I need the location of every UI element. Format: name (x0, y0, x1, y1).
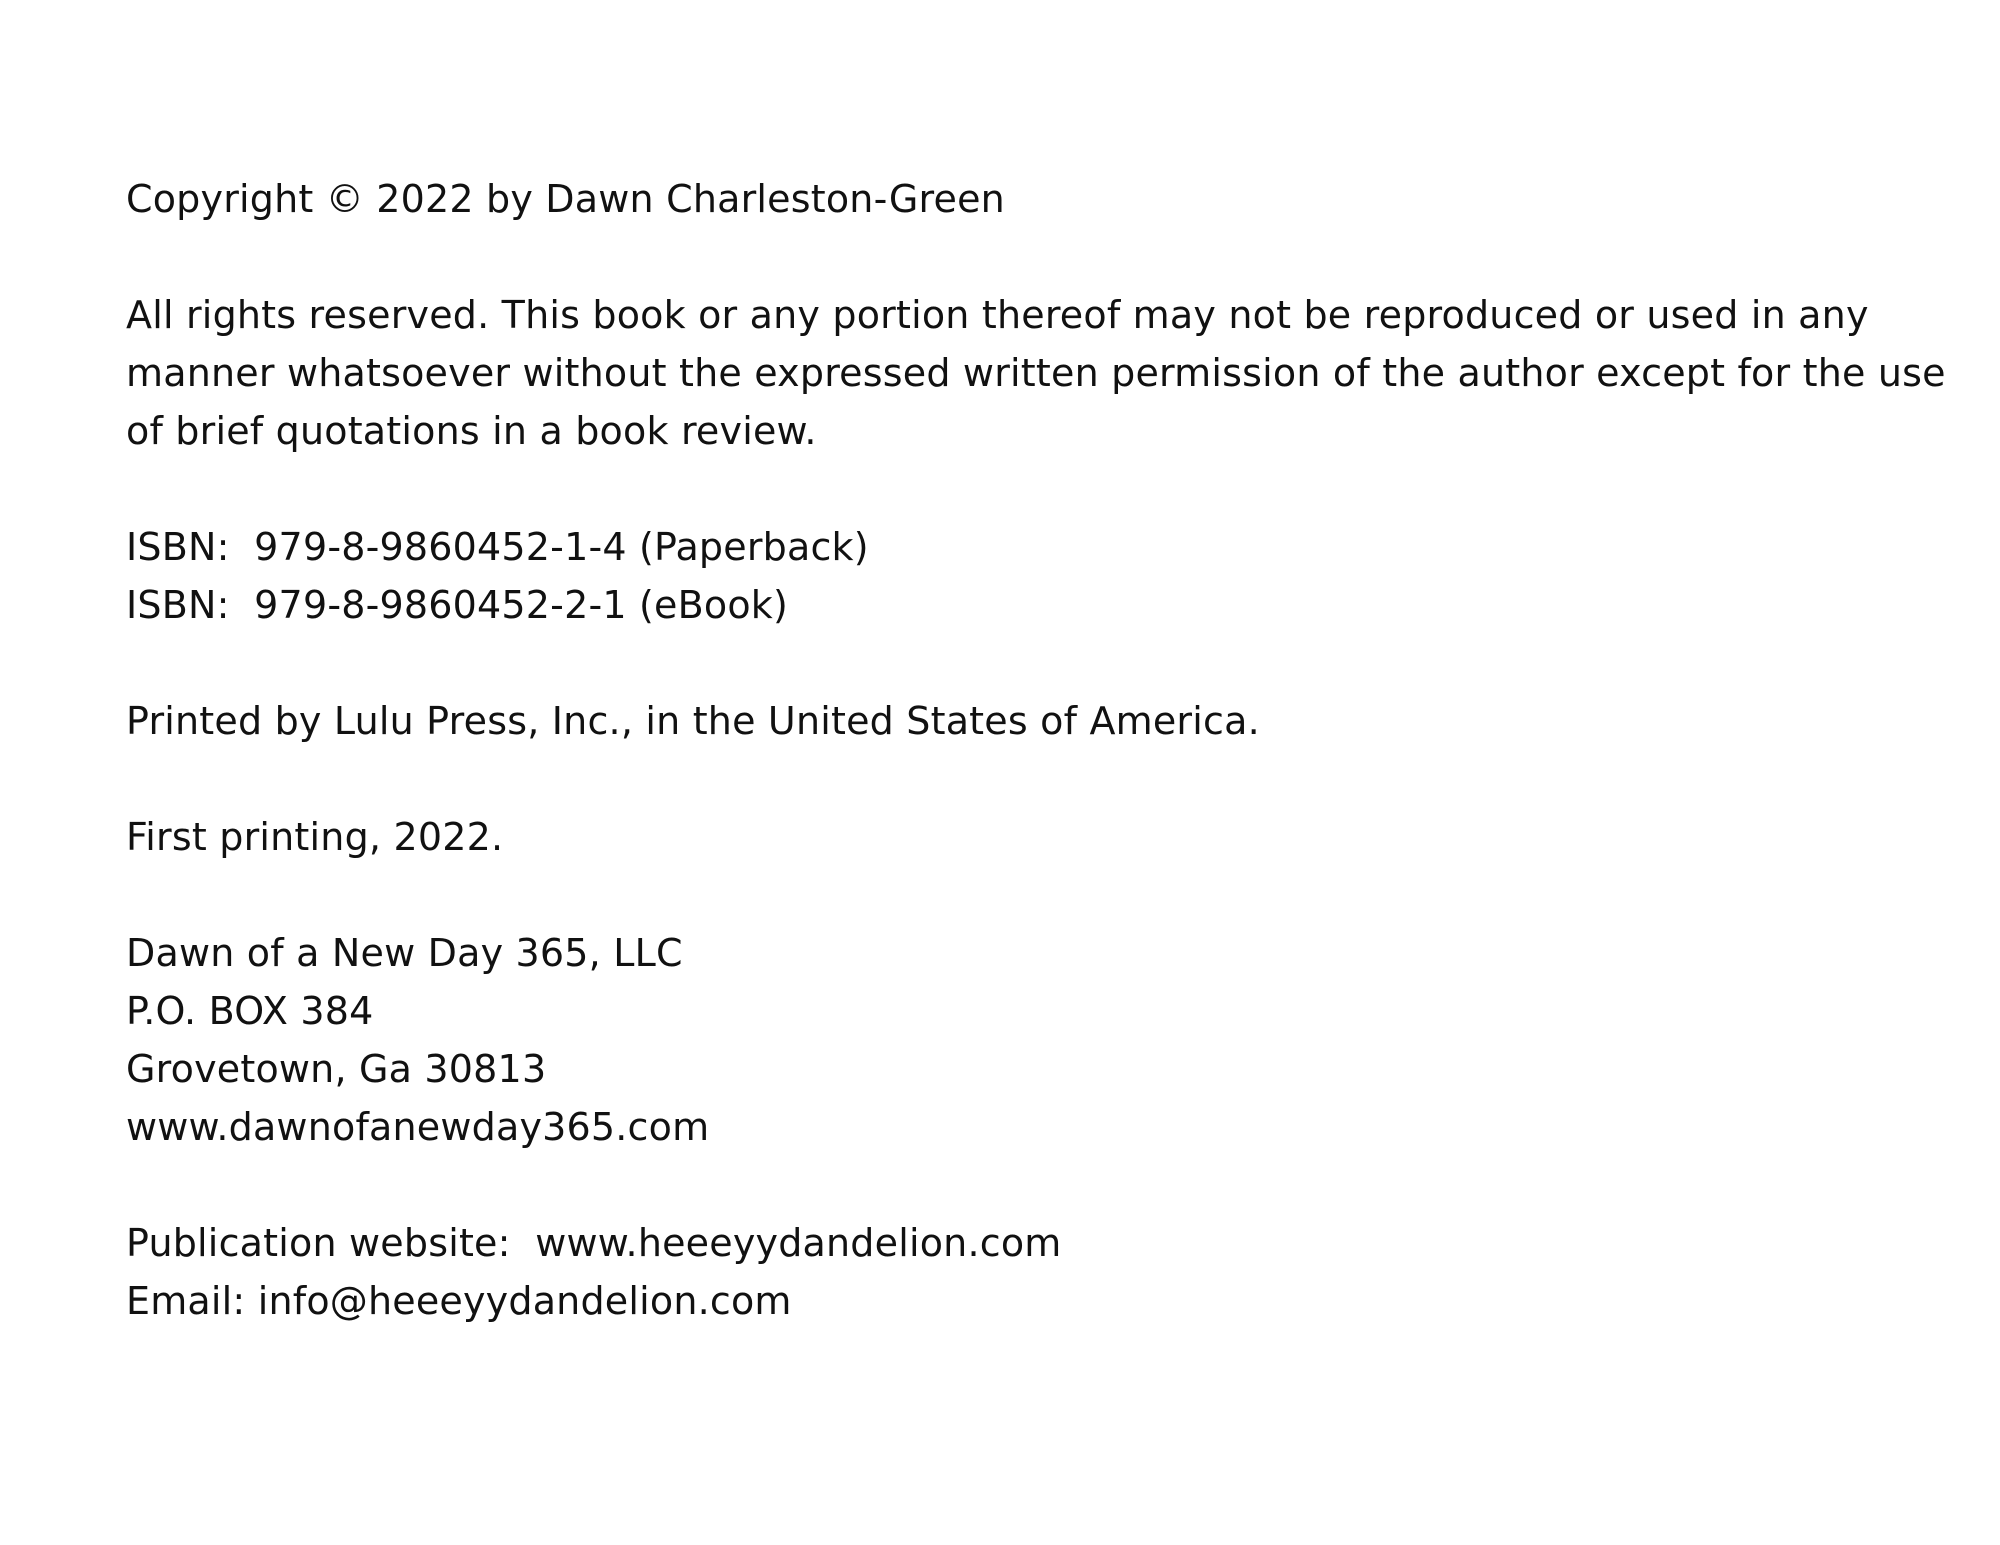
first-printing-statement: First printing, 2022. (126, 815, 504, 859)
rights-statement-line-3: of brief quotations in a book review. (126, 409, 817, 453)
copyright-notice-block (126, 170, 1886, 228)
isbn-paperback: ISBN: 979-8-9860452-1-4 (Paperback) (126, 525, 869, 569)
publication-website-link[interactable]: Publication website: www.heeeyydandelion.com (126, 1221, 1062, 1265)
copyright-page-content (126, 170, 1946, 1388)
first-printing-block (126, 808, 1886, 866)
contact-block (126, 1214, 1886, 1330)
contact-email-link[interactable]: Email: info@heeeyydandelion.com (126, 1279, 792, 1323)
publisher-name: Dawn of a New Day 365, LLC (126, 931, 683, 975)
printer-statement: Printed by Lulu Press, Inc., in the United States of America. (126, 699, 1260, 743)
publisher-city: Grovetown, Ga 30813 (126, 1047, 547, 1091)
isbn-ebook: ISBN: 979-8-9860452-2-1 (eBook) (126, 583, 789, 627)
publisher-address-block (126, 924, 1886, 1156)
isbn-block (126, 518, 1886, 634)
publisher-po-box: P.O. BOX 384 (126, 989, 374, 1033)
rights-statement-line-1: All rights reserved. This book or any portion thereof may not be reproduced or used in any (126, 293, 1869, 337)
publisher-website-link[interactable]: www.dawnofanewday365.com (126, 1105, 710, 1149)
printer-block (126, 692, 1886, 750)
rights-statement-line-2: manner whatsoever without the expressed written permission of the author except for the use (126, 351, 1946, 395)
copyright-notice: Copyright © 2022 by Dawn Charleston-Green (126, 177, 1005, 221)
rights-statement-block (126, 286, 1946, 460)
